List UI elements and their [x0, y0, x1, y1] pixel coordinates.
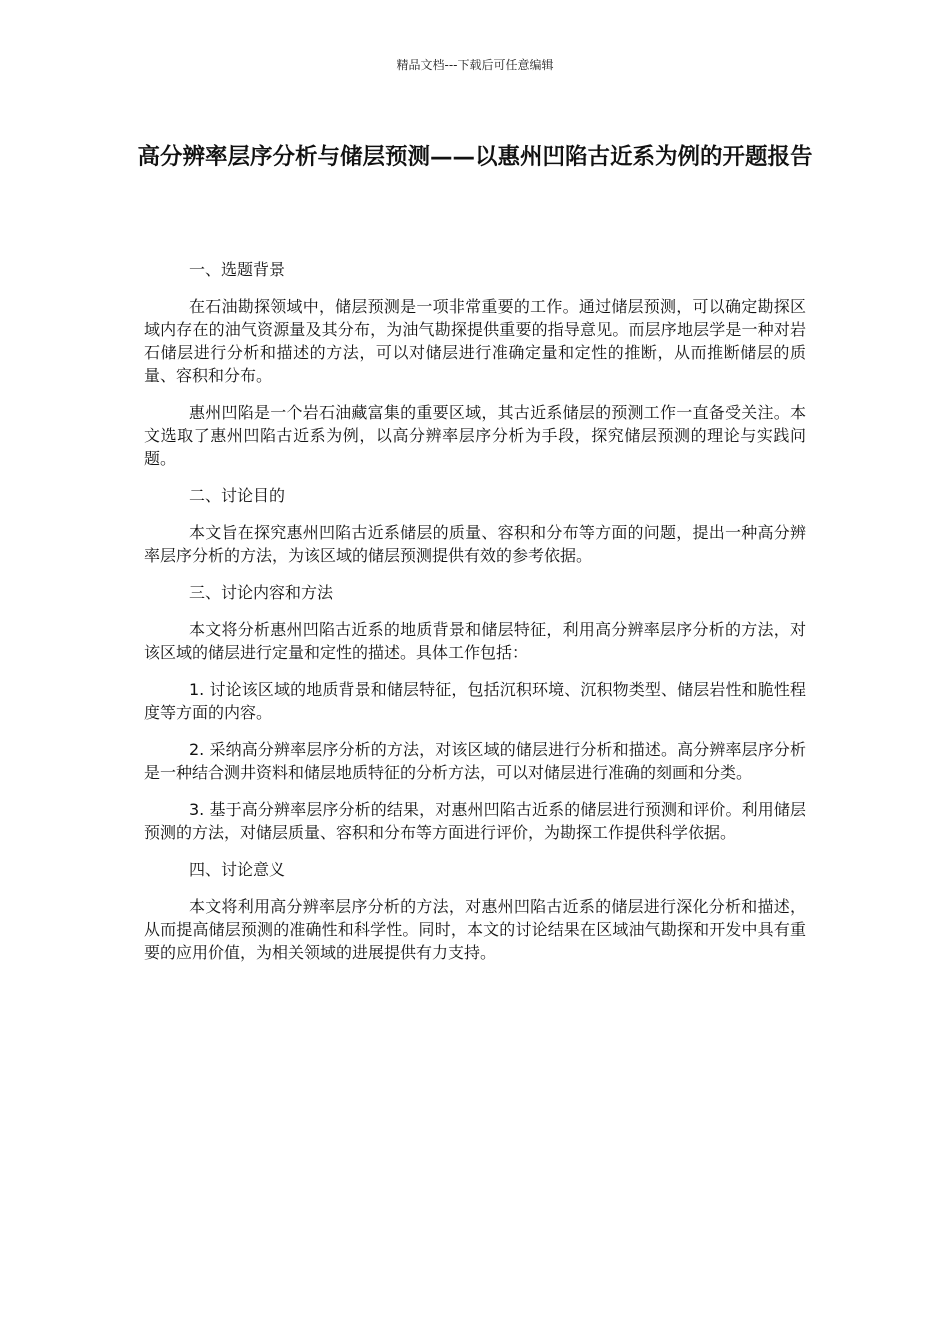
section-heading-content-methods: 三、讨论内容和方法: [189, 583, 334, 602]
list-item: 2. 采纳高分辨率层序分析的方法，对该区域的储层进行分析和描述。高分辨率层序分析是一种结合测井资料和储层地质特征的分析方法，可以对储层进行准确的刻画和分类。: [144, 740, 806, 782]
paragraph: 本文旨在探究惠州凹陷古近系储层的质量、容积和分布等方面的问题，提出一种高分辨率层序分析的方法，为该区域的储层预测提供有效的参考依据。: [144, 523, 806, 565]
section-heading-purpose: 二、讨论目的: [189, 486, 286, 505]
list-item: 3. 基于高分辨率层序分析的结果，对惠州凹陷古近系的储层进行预测和评价。利用储层预测的方法，对储层质量、容积和分布等方面进行评价，为勘探工作提供科学依据。: [144, 800, 806, 842]
document-title: 高分辨率层序分析与储层预测——以惠州凹陷古近系为例的开题报告: [137, 144, 813, 170]
section-heading-significance: 四、讨论意义: [189, 860, 286, 879]
document-body: [144, 258, 806, 978]
paragraph: 本文将利用高分辨率层序分析的方法，对惠州凹陷古近系的储层进行深化分析和描述，从而提高储层预测的准确性和科学性。同时，本文的讨论结果在区域油气勘探和开发中具有重要的应用价值，为相关领域的进展提供有力支持。: [144, 897, 806, 962]
paragraph: 在石油勘探领域中，储层预测是一项非常重要的工作。通过储层预测，可以确定勘探区域内存在的油气资源量及其分布，为油气勘探提供重要的指导意见。而层序地层学是一种对岩石储层进行分析和描述的方法，可以对储层进行准确定量和定性的推断，从而推断储层的质量、容积和分布。: [144, 297, 806, 385]
section-heading-background: 一、选题背景: [189, 260, 286, 279]
list-item: 1. 讨论该区域的地质背景和储层特征，包括沉积环境、沉积物类型、储层岩性和脆性程度等方面的内容。: [144, 680, 806, 722]
paragraph: 惠州凹陷是一个岩石油藏富集的重要区域，其古近系储层的预测工作一直备受关注。本文选取了惠州凹陷古近系为例，以高分辨率层序分析为手段，探究储层预测的理论与实践问题。: [144, 403, 806, 468]
paragraph: 本文将分析惠州凹陷古近系的地质背景和储层特征，利用高分辨率层序分析的方法，对该区域的储层进行定量和定性的描述。具体工作包括：: [144, 620, 806, 662]
header-note: 精品文档---下载后可任意编辑: [396, 58, 554, 72]
